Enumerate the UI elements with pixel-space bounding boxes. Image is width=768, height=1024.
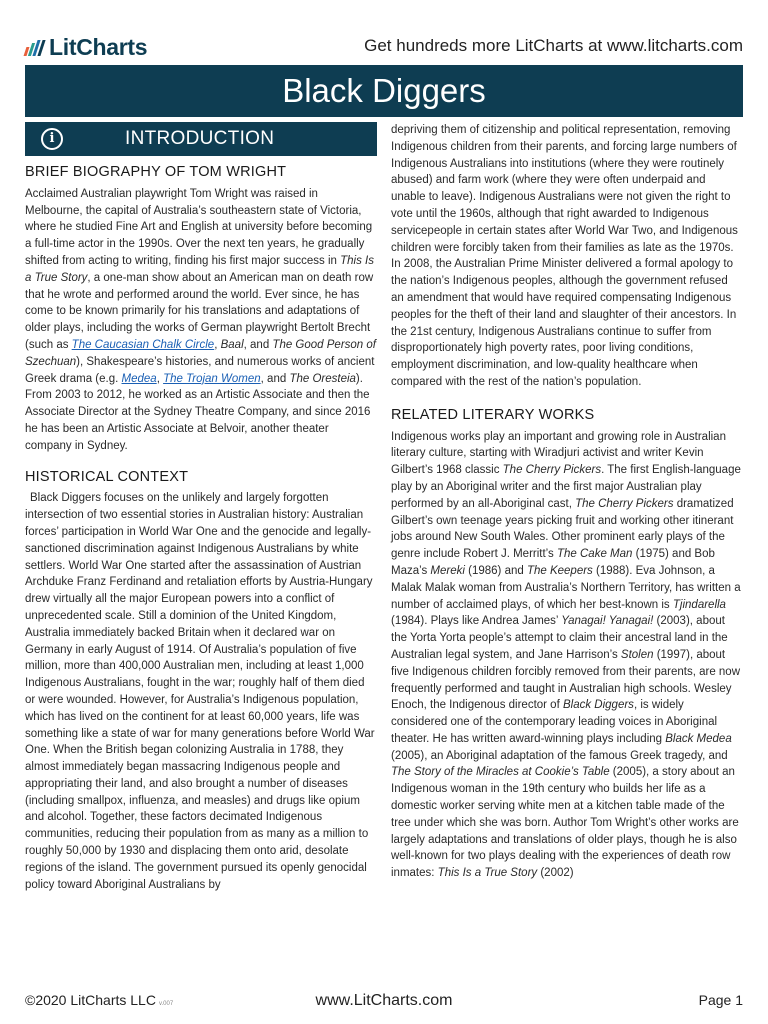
rel-text-23: (2005), a story about an Indigenous woman in the 19th century who builds her life as a domestic worker serving white men at a kitchen table made of the tree under which she was born. Author Tom Wright’s other works are largely adaptations and translations of older plays, though he is also well-known for two plays dealing with the experiences of death row inmates: [391, 766, 739, 880]
bio-text-10: , and [260, 372, 290, 385]
litcharts-logo[interactable] [25, 34, 147, 61]
info-icon: i [41, 128, 63, 150]
bio-text-12: ). From 2003 to 2012, he worked as an Artistic Associate and then the Associate Director at the Sydney Theatre Company, and since 2016 he has been an Artistic Associate at Belvoir, another theater company in Sydney. [25, 372, 371, 452]
related-works-text [391, 429, 743, 883]
rel-title-cake-man: The Cake Man [556, 548, 633, 561]
rel-title-black-diggers: Black Diggers [562, 699, 634, 712]
promo-text[interactable]: Get hundreds more LitCharts at www.litcharts.com [364, 36, 743, 55]
rel-title-keepers: The Keepers [526, 564, 593, 577]
rel-text-1: Indigenous works play an important and growing role in Australian literary culture, starting with Wiradjuri activist and writer Kevin Gilbert’s 1968 classic [391, 430, 726, 477]
rel-title-yanagai: Yanagai! Yanagai! [561, 615, 654, 628]
version-text: v.007 [158, 1001, 174, 1007]
right-column [391, 122, 743, 882]
introduction-header [25, 122, 377, 156]
rel-title-tjindarella: Tjindarella [672, 598, 726, 611]
rel-text-21: (2005), an Aboriginal adaptation of the famous Greek tragedy, and [391, 749, 728, 762]
bio-title-good-person: The Good Person of Szechuan [25, 338, 376, 368]
biography-text [25, 186, 377, 455]
rel-text-15: (2003), about the Yorta Yorta people’s attempt to claim their ancestral land in the Australian legal system, and Jane Harrison’s [391, 615, 728, 661]
rel-text-3: . The first English-language play by an Aboriginal writer and the first major Australian play performed by an all-Aboriginal cast, [391, 464, 741, 510]
bio-text-4: , [214, 338, 221, 351]
copyright-text: ©2020 LitCharts LLC [25, 992, 156, 1008]
rel-text-13: (1984). Plays like Andrea James’ [391, 615, 562, 628]
rel-text-19: , is widely considered one of the contemporary leading voices in Aboriginal theater. He has written award-winning plays including [391, 699, 718, 745]
rel-text-17: (1997), about five Indigenous children forcibly removed from their parents, are now frequently performed and taught in Australian high schools. Wesley Enoch, the Indigenous director of [391, 648, 741, 712]
bio-text-1: Acclaimed Australian playwright Tom Wright was raised in Melbourne, the capital of Australia’s southeastern state of Victoria, where he studied Fine Art and English at university before becoming a full-time actor in the 1990s. Over the next ten years, he gradually shifted from acting to writing, finding his first major success in [25, 187, 373, 267]
logo-text: LitCharts [49, 34, 148, 60]
bio-text-3: , a one-man show about an American man on death row that he wrote and performed around the world. Ever since, he has come to be known primarily for his translations and adaptations of older plays, including the works of German playwright Bertolt Brecht (such as [25, 271, 374, 351]
bio-text-6: , and [243, 338, 273, 351]
page-footer [25, 992, 743, 1012]
bio-text-9: , [156, 372, 164, 385]
historical-context-continued: depriving them of citizenship and political representation, removing Indigenous children from their parents, and forcing large numbers of Indigenous Australians into institutions (where they were routinely abused) and farm work (where they were often underpaid and unable to leave). Indigenous Australians were not given the right to vote until the 1960s, although that right awarded to Indigenous servicepeople in certain states after World War Two, and Indigenous children were forcibly taken from their families as late as the 1970s. In 2008, the Australian Prime Minister delivered a formal apology to the nation’s Indigenous peoples, although the government refused an amendment that would have required compensating Indigenous peoples for the theft of their land and slaughter of their ancestors. In the 21st century, Indigenous Australians continue to suffer from disproportionately high poverty rates, poor living conditions, employment discrimination, and low-quality healthcare when compared with the rest of the nation’s population. [391, 124, 738, 388]
rel-text-7: (1975) and Bob Maza’s [391, 548, 715, 577]
rel-title-mereki: Mereki [430, 564, 465, 577]
bio-title-true-story: This Is a True Story [25, 254, 374, 284]
introduction-label: INTRODUCTION [125, 127, 275, 149]
logo-bars-icon [25, 40, 43, 56]
rel-text-5: dramatized Gilbert’s own teenage years picking fruit and working other itinerant jobs around New South Wales. Other prominent early plays of the genre include Robert J. Merritt’s [391, 497, 734, 561]
historical-context-heading: HISTORICAL CONTEXT [25, 468, 189, 485]
rel-title-black-medea: Black Medea [665, 732, 732, 745]
bio-text-8: ), Shakespeare’s histories, and numerous works of ancient Greek drama (e.g. [25, 355, 375, 385]
left-column [25, 122, 377, 893]
page-number: Page 1 [698, 992, 743, 1008]
related-works-heading: RELATED LITERARY WORKS [391, 406, 595, 423]
footer-site-link[interactable]: www.LitCharts.com [315, 992, 453, 1009]
top-bar [25, 28, 743, 64]
biography-heading: BRIEF BIOGRAPHY OF TOM WRIGHT [25, 164, 287, 180]
bio-title-oresteia: The Oresteia [289, 372, 356, 385]
rel-title-cherry-pickers-2: The Cherry Pickers [575, 497, 674, 510]
rel-text-25: (2002) [537, 867, 574, 880]
rel-text-9: (1986) and [464, 564, 527, 577]
historical-context-text: Black Diggers focuses on the unlikely and largely forgotten intersection of two essential stories in Australian history: Australian forces’ participation in World War One and the genocide and legally-sanctioned discrimination against Indigenous Australians by white settlers. World War One started after the assassination of Austrian Archduke Franz Ferdinand and retaliation efforts by Austria-Hungary drew virtually all the major European powers into a conflict of unprecedented scale. Still a dominion of the United Kingdom, Australia immediately backed Britain when it declared war on Germany in early August of 1914. Of Australia’s population of five million, more than 400,000 Australian men, including at least 1,000 Indigenous Australians, fought in the war; roughly half of them died or were wounded. However, for Australia’s Indigenous population, which has lived on the continent for at least 60,000 years, life was something like a state of war for many generations before World War One. When the British began colonizing Australia in 1788, they almost immediately began massacring Indigenous people and appropriating their land, and also brought a number of diseases (including smallpox, influenza, and measles) and drugs like opium and alcohol. Together, these factors decimated Indigenous communities, reducing their population from as many as a million to roughly 50,000 by 1930 and displacing them onto arid, desolate regions of the island. The government pursued its openly genocidal policy toward Aboriginal Australians by [25, 492, 375, 891]
bio-title-baal: Baal [220, 338, 244, 351]
page-title: Black Diggers [25, 65, 743, 117]
rel-title-true-story: This Is a True Story [437, 867, 538, 880]
link-medea[interactable]: Medea [121, 372, 157, 385]
rel-title-miracles: The Story of the Miracles at Cookie’s Table [391, 766, 610, 779]
rel-title-stolen: Stolen [620, 648, 654, 661]
link-trojan-women[interactable]: The Trojan Women [163, 372, 261, 385]
link-caucasian-chalk-circle[interactable]: The Caucasian Chalk Circle [71, 338, 215, 351]
rel-title-cherry-pickers: The Cherry Pickers [502, 464, 602, 477]
rel-text-11: (1988). Eva Johnson, a Malak Malak woman from Australia’s Northern Territory, has written a number of acclaimed plays, of which her best-known is [391, 564, 741, 611]
